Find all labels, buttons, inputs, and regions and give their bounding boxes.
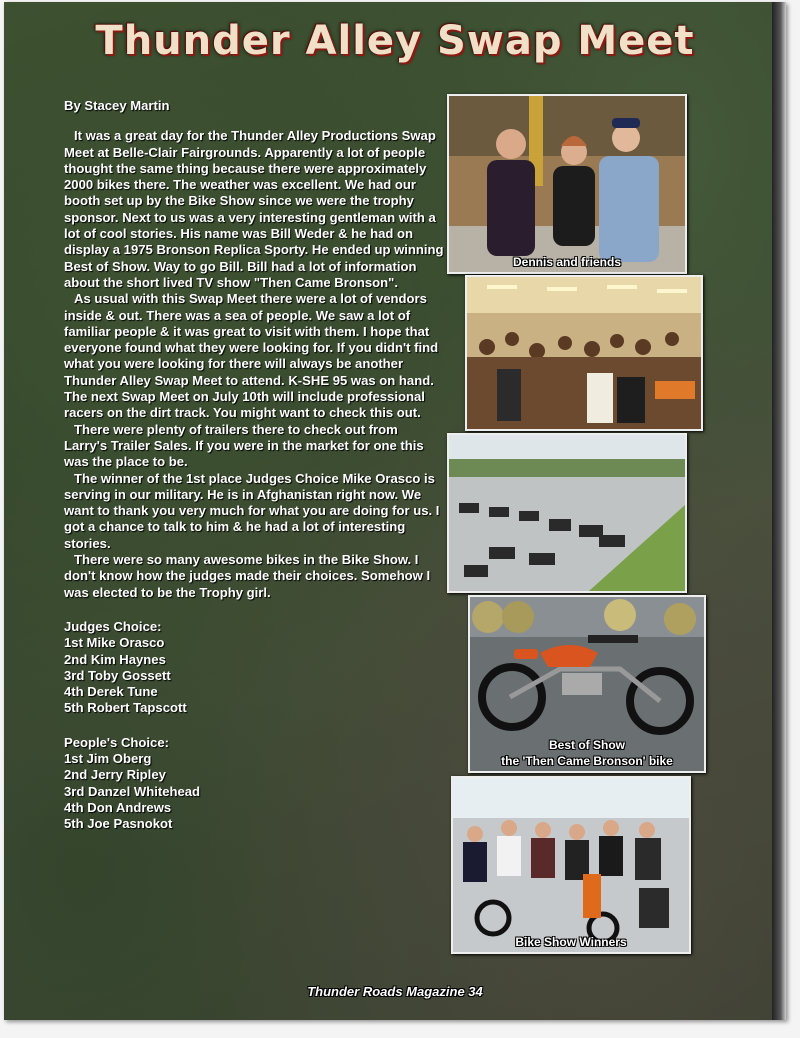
list-item: 4th Derek Tune — [64, 684, 158, 700]
list-item: 4th Don Andrews — [64, 799, 172, 815]
page-footer: Thunder Roads Magazine 34 — [307, 984, 483, 999]
magazine-page — [4, 2, 786, 1020]
list-item: 1st Mike Orasco — [64, 635, 165, 651]
paragraph: There were plenty of trailers there to check out from Larry's Trailer Sales. If you were in the market for one this was the place to be. — [64, 421, 424, 470]
byline: By Stacey Martin — [64, 98, 170, 113]
judges-choice-heading: Judges Choice: — [64, 618, 162, 634]
judges-choice-list — [64, 619, 444, 717]
photo-caption-line2: the 'Then Came Bronson' bike — [501, 754, 673, 768]
article-body — [64, 98, 444, 832]
photo-caption-line1: Best of Show — [548, 738, 625, 752]
results-section — [64, 619, 444, 833]
photo-best-of-show — [468, 595, 706, 773]
paragraph: As usual with this Swap Meet there were a lot of vendors inside & out. There was a sea of people. We saw a lot of familiar people & it was great to visit with them. I hope that everyone found what they were looking for. If you didn't find what you were looking for there will always be another Thunder Alley Swap Meet to attend. K-SHE 95 was on hand. The next Swap Meet on July 10th will include professional racers on the dirt track. You might want to check this out. — [64, 291, 439, 421]
photo-outdoor-bikes — [447, 433, 687, 593]
people-photo-image — [449, 96, 685, 272]
photo-caption: Dennis and friends — [512, 255, 622, 269]
photo-caption: Bike Show Winners — [515, 935, 627, 949]
peoples-choice-list — [64, 735, 444, 833]
paragraph: The winner of the 1st place Judges Choice Mike Orasco is serving in our military. He is in Afghanistan right now. We want to thank you very much for what you are doing for us. I got a chance to talk to him & he had a lot of interesting stories. — [64, 470, 440, 551]
photo-dennis-and-friends — [447, 94, 687, 274]
list-item: 1st Jim Oberg — [64, 750, 152, 766]
photo-indoor-crowd — [465, 275, 703, 431]
list-item: 3rd Toby Gossett — [64, 667, 171, 683]
list-item: 3rd Danzel Whitehead — [64, 783, 201, 799]
photo-bike-show-winners — [451, 776, 691, 954]
outdoor-bikes-image — [449, 435, 685, 591]
article-title: Thunder Alley Swap Meet — [95, 18, 695, 64]
page-spine — [772, 2, 786, 1020]
paragraph: There were so many awesome bikes in the Bike Show. I don't know how the judges made their choices. Somehow I was elected to be the Trophy girl. — [64, 552, 431, 600]
crowd-photo-image — [467, 277, 701, 429]
list-item: 5th Robert Tapscott — [64, 700, 187, 716]
list-item: 2nd Jerry Ripley — [64, 767, 166, 783]
winners-photo-image — [453, 778, 689, 952]
list-item: 2nd Kim Haynes — [64, 651, 166, 667]
list-item: 5th Joe Pasnokot — [64, 816, 173, 832]
peoples-choice-heading: People's Choice: — [64, 734, 169, 750]
paragraph: It was a great day for the Thunder Alley Productions Swap Meet at Belle-Clair Fairgrounds. Apparently a lot of people thought the same thing because there were approximately 2000 bikes there. The weather was excellent. We had our booth set up by the Bike Show since we were the trophy sponsor. Next to us was a very interesting gentleman with a lot of cool stories. His name was Bill Weder & he had on display a 1975 Bronson Replica Sporty. He ended up winning Best of Show. Way to go Bill. Bill had a lot of information about the short lived TV show "Then Came Bronson". — [64, 128, 444, 290]
